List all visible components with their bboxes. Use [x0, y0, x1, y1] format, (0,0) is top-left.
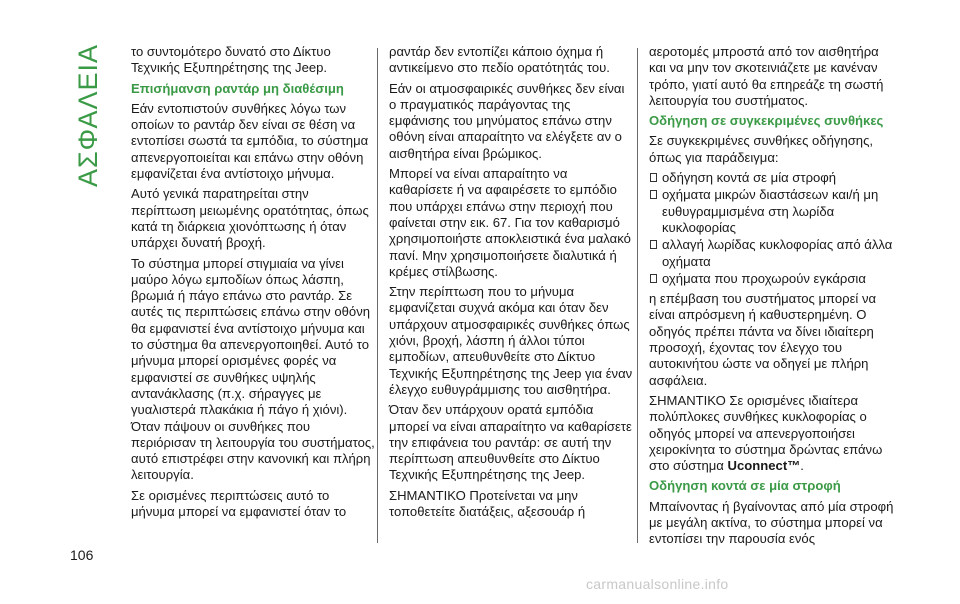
- paragraph: Σε ορισμένες περιπτώσεις αυτό το μήνυμα μπορεί να εμφανιστεί όταν το: [131, 487, 347, 520]
- paragraph: ΣΗΜΑΝΤΙΚΟ Προτείνεται να μην τοποθετείτε διατάξεις, αξεσουάρ ή: [389, 487, 586, 520]
- paragraph: Αυτό γενικά παρατηρείται στην περίπτωση μειωμένης ορατότητας, όπως κατά τη διάρκεια χιονόπτωσης ή όταν υπάρχει δυνατή βροχή.: [131, 186, 369, 251]
- paragraph: Μπαίνοντας ή βγαίνοντας από μία στροφή με μεγάλη ακτίνα, το σύστημα μπορεί να εντοπίσει την παρουσία ενός: [649, 498, 894, 547]
- paragraph: Εάν εντοπιστούν συνθήκες λόγω των οποίων το ραντάρ δεν είναι σε θέση να εντοπίσει σωστά τα εμπόδια, το σύστημα απενεργοποιείται και επάνω στην οθόνη εμφανίζεται ένα αντίστοιχο μήνυμα.: [131, 100, 369, 182]
- checkbox-bullet-icon: [650, 173, 657, 182]
- column-divider: [637, 48, 638, 543]
- paragraph: Μπορεί να είναι απαραίτητο να καθαρίσετε ή να αφαιρέσετε το εμπόδιο που υπάρχει επάνω στην περιοχή που φαίνεται στην εικ. 67. Για τον καθαρισμό χρησιμοποιήστε αποκλειστικά ένα μαλακό πανί. Μην χρησιμοποιήσετε διαλυτικά ή κρέμες στίλβωσης.: [389, 166, 631, 279]
- heading-specific-conditions: Οδήγηση σε συγκεκριμένες συνθήκες: [649, 113, 884, 129]
- punctuation: .: [800, 458, 804, 474]
- heading-driving-near-curve: Οδήγηση κοντά σε μία στροφή: [649, 478, 841, 494]
- list-item-text: οδήγηση κοντά σε μία στροφή: [662, 170, 837, 186]
- uconnect-brand: Uconnect™: [727, 458, 801, 474]
- paragraph: Σε συγκεκριμένες συνθήκες οδήγησης, όπως για παράδειγμα:: [649, 133, 874, 165]
- text-column-3: [649, 44, 894, 552]
- text-column-2: [389, 44, 634, 524]
- list-item-text: αλλαγή λωρίδας κυκλοφορίας από άλλα οχήματα: [662, 237, 893, 269]
- watermark: carmanualsonline.info: [586, 576, 729, 592]
- text-column-1: [131, 44, 376, 524]
- paragraph: αεροτομές μπροστά από τον αισθητήρα και να μην τον σκοτεινιάζετε με κανέναν τρόπο, γιατί αυτό θα επηρεάζε τη σωστή λειτουργία του συστήματος.: [649, 44, 884, 108]
- list-item: [649, 170, 894, 186]
- paragraph: ραντάρ δεν εντοπίζει κάποιο όχημα ή αντικείμενο στο πεδίο ορατότητάς του.: [389, 44, 610, 76]
- list-item-text: οχήματα που προχωρούν εγκάρσια: [662, 270, 866, 286]
- checkbox-bullet-icon: [650, 190, 657, 199]
- section-title: [70, 40, 108, 190]
- paragraph: το συντομότερο δυνατό στο Δίκτυο Τεχνικής Εξυπηρέτησης της Jeep.: [131, 44, 331, 76]
- paragraph: Εάν οι ατμοσφαιρικές συνθήκες δεν είναι ο πραγματικός παράγοντας της εμφάνισης του μηνύματος επάνω στην οθόνη είναι απαραίτητο να ελέγξετε αν ο αισθητήρα είναι βρώμικος.: [389, 80, 625, 161]
- paragraph: Στην περίπτωση που το μήνυμα εμφανίζεται συχνά ακόμα και όταν δεν υπάρχουν ατμοσφαιρικές συνθήκες όπως χιόνι, βροχή, λάσπη ή άλλοι τύποι εμποδίων, απευθυνθείτε στο Δίκτυο Τεχνικής Εξυπηρέτησης της Jeep για έναν έλεγχο ευθυγράμμισης του αισθητήρα.: [389, 284, 633, 397]
- paragraph: Το σύστημα μπορεί στιγμιαία να γίνει μαύρο λόγω εμποδίων όπως λάσπη, βρωμιά ή πάγο επάνω στο ραντάρ. Σε αυτές τις περιπτώσεις επάνω στην οθόνη θα εμφανιστεί ένα αντίστοιχο μήνυμα και το σύστημα θα απενεργοποιηθεί. Αυτό το μήνυμα μπορεί ορισμένες φορές να εμφανιστεί σε συνθήκες υψηλής αντανάκλασης (π.χ. σήραγγες με γυαλιστερά πλακάκια ή πάγο ή χιόνι). Όταν πάψουν οι συνθήκες που περιόρισαν τη λειτουργία του συστήματος, αυτό επιστρέφει στην κανονική και πλήρη λειτουργία.: [131, 255, 375, 483]
- paragraph-important: [649, 393, 894, 474]
- page-number: 106: [70, 547, 94, 563]
- heading-radar-unavailable: Επισήμανση ραντάρ μη διαθέσιμη: [131, 80, 344, 96]
- paragraph: Όταν δεν υπάρχουν ορατά εμπόδια μπορεί να είναι απαραίτητο να καθαρίσετε την επιφάνεια του ραντάρ: σε αυτή την περίπτωση απευθυνθείτε στο Δίκτυο Τεχνικής Εξυπηρέτησης της Jeep.: [389, 402, 632, 483]
- important-text: ΣΗΜΑΝΤΙΚΟ Σε ορισμένες ιδιαίτερα πολύπλοκες συνθήκες κυκλοφορίας ο οδηγός μπορεί να απενεργοποιήσει χειροκίνητα το σύστημα δρώντας επάνω στο σύστημα: [649, 392, 883, 474]
- checkbox-bullet-icon: [650, 274, 657, 283]
- list-item: [649, 271, 894, 287]
- list-item: [649, 237, 894, 270]
- paragraph: η επέμβαση του συστήματος μπορεί να είναι απρόσμενη ή καθυστερημένη. Ο οδηγός πρέπει πάντα να δίνει ιδιαίτερη προσοχή, έχοντας τον έλεγχο του αυτοκινήτου ώστε να οδηγεί με πλήρη ασφάλεια.: [649, 291, 877, 388]
- list-item: [649, 187, 894, 236]
- checkbox-bullet-icon: [650, 240, 657, 249]
- section-title-text: ΑΣΦΑΛΕΙΑ: [73, 43, 104, 187]
- column-divider: [377, 48, 378, 543]
- list-item-text: οχήματα μικρών διαστάσεων και/ή μη ευθυγραμμισμένα στη λωρίδα κυκλοφορίας: [662, 187, 879, 235]
